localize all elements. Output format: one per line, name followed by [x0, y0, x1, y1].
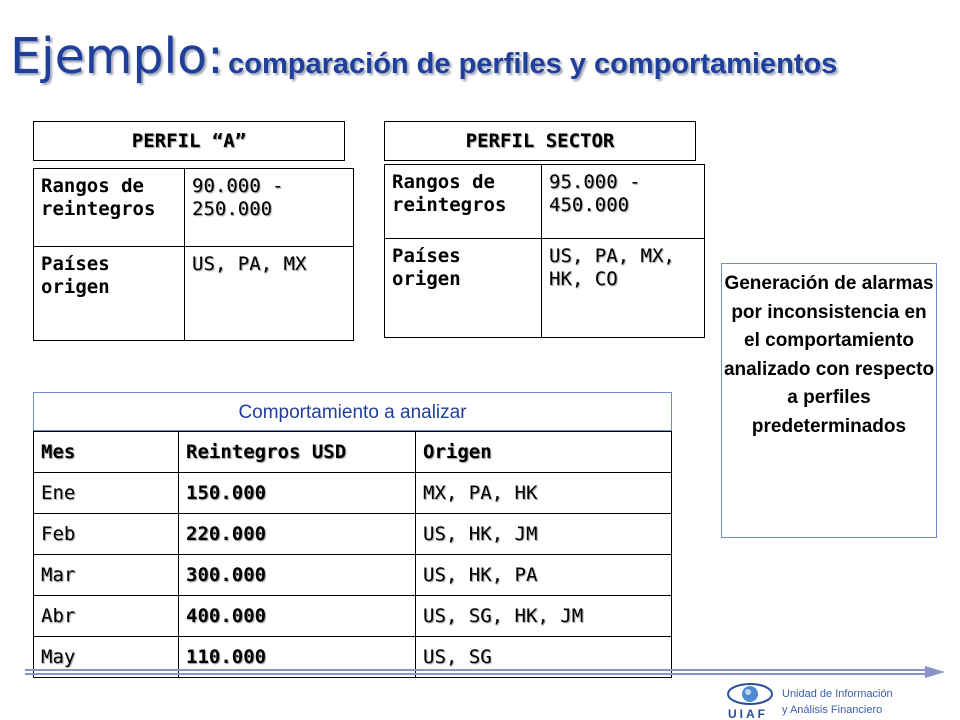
table-row [34, 514, 672, 555]
perfil-a-value-paises: US, PA, MX [185, 247, 354, 341]
perfil-a-header: PERFIL “A” [33, 121, 345, 161]
comportamiento-table [33, 431, 672, 678]
cell-origen: US, HK, PA [416, 555, 672, 596]
perfil-sector-label-paises: Países origen [385, 239, 542, 338]
cell-origen: MX, PA, HK [416, 473, 672, 514]
perfil-sector-label-rangos: Rangos de reintegros [385, 165, 542, 239]
cell-mes: Abr [34, 596, 179, 637]
perfil-a-label-rangos: Rangos de reintegros [34, 169, 185, 247]
table-row [34, 555, 672, 596]
cell-origen: US, SG, HK, JM [416, 596, 672, 637]
organization-name [782, 686, 893, 718]
cell-reintegros: 110.000 [179, 637, 416, 678]
perfil-a-table [33, 168, 354, 341]
cell-reintegros: 150.000 [179, 473, 416, 514]
comportamiento-header: Comportamiento a analizar [33, 392, 672, 431]
cell-mes: Ene [34, 473, 179, 514]
slide-title [10, 28, 837, 85]
cell-origen: US, HK, JM [416, 514, 672, 555]
uiaf-logo [714, 676, 780, 720]
cell-reintegros: 220.000 [179, 514, 416, 555]
alarm-note: Generación de alarmas por inconsistencia en el comportamiento analizado con respecto a perfiles predeterminados [721, 263, 937, 538]
perfil-sector-table [384, 164, 705, 338]
title-main: Ejemplo: [10, 28, 224, 85]
title-sub: comparación de perfiles y comportamientos [228, 48, 838, 80]
table-header-row [34, 432, 672, 473]
table-row [34, 596, 672, 637]
perfil-sector-value-rangos: 95.000 - 450.000 [542, 165, 705, 239]
logo-text: UIAF [728, 707, 768, 720]
footer-arrow-line [20, 664, 950, 682]
cell-mes: Feb [34, 514, 179, 555]
perfil-a-label-paises: Países origen [34, 247, 185, 341]
perfil-sector-header: PERFIL SECTOR [384, 121, 696, 161]
column-header-origen: Origen [416, 432, 672, 473]
cell-reintegros: 300.000 [179, 555, 416, 596]
perfil-a-value-rangos: 90.000 - 250.000 [185, 169, 354, 247]
cell-mes: May [34, 637, 179, 678]
column-header-mes: Mes [34, 432, 179, 473]
org-line-1: Unidad de Información [782, 688, 893, 700]
perfil-sector-value-paises: US, PA, MX, HK, CO [542, 239, 705, 338]
org-line-2: y Análisis Financiero [782, 704, 883, 716]
table-row [34, 473, 672, 514]
column-header-reintegros: Reintegros USD [179, 432, 416, 473]
cell-origen: US, SG [416, 637, 672, 678]
cell-mes: Mar [34, 555, 179, 596]
cell-reintegros: 400.000 [179, 596, 416, 637]
